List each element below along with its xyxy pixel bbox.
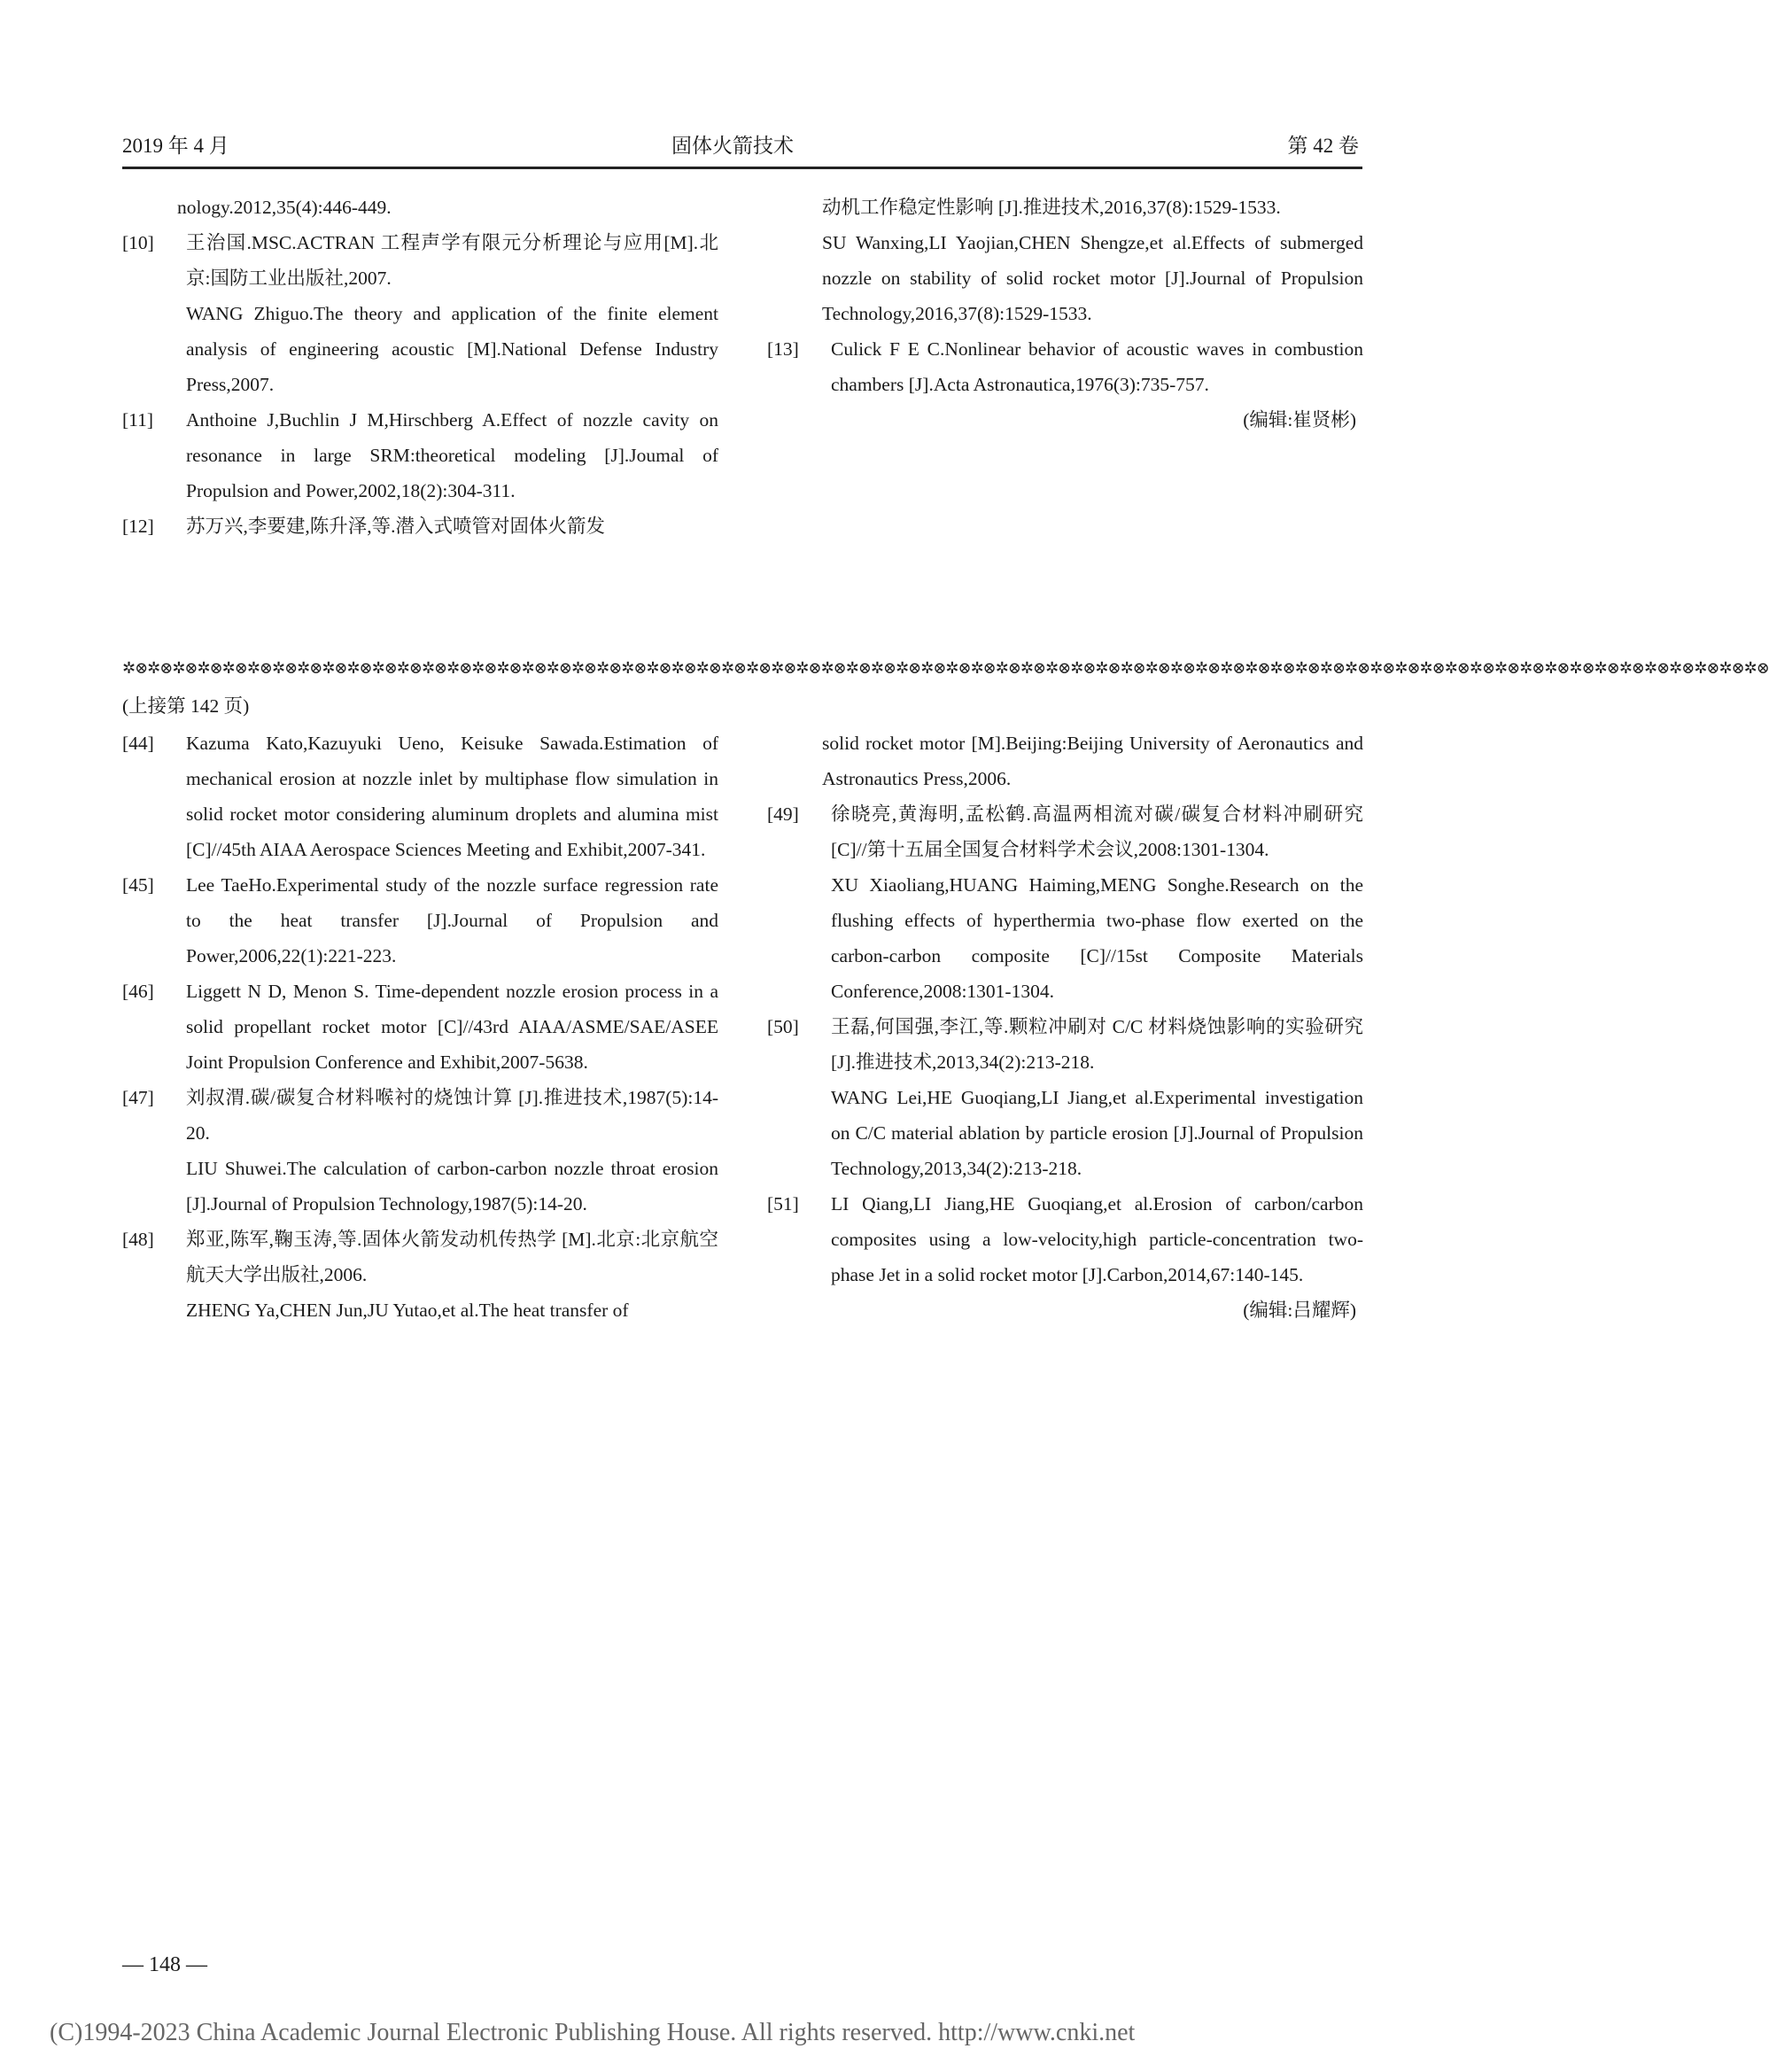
reference-number: [49] <box>767 803 799 825</box>
reference-number: [44] <box>122 733 154 754</box>
reference-text: Lee TaeHo.Experimental study of the nozzle surface regression rate to the heat transfer [J].Journal of Propulsion and Power,2006,22(1):221-223. <box>186 874 718 966</box>
reference-46 <box>122 974 718 1080</box>
reference-12 <box>122 508 718 544</box>
reference-text: Liggett N D, Menon S. Time-dependent nozzle erosion process in a solid propellant rocket motor [C]//43rd AIAA/ASME/SAE/ASEE Joint Propulsion Conference and Exhibit,2007-5638. <box>186 981 718 1073</box>
reference-45 <box>122 867 718 974</box>
reference-number: [50] <box>767 1016 799 1037</box>
reference-text: 王治国.MSC.ACTRAN 工程声学有限元分析理论与应用[M].北京:国防工业出版社,2007. <box>186 232 718 289</box>
reference-number: [47] <box>122 1087 154 1108</box>
reference-number: [48] <box>122 1229 154 1250</box>
reference-english: WANG Zhiguo.The theory and application of the finite element analysis of engineering acoustic [M].National Defense Industry Press,2007. <box>186 303 718 395</box>
reference-48 <box>122 1222 718 1328</box>
reference-text: Culick F E C.Nonlinear behavior of acoustic waves in combustion chambers [J].Acta Astronautica,1976(3):735-757. <box>831 338 1363 395</box>
reference-13 <box>767 331 1363 402</box>
reference-text: Kazuma Kato,Kazuyuki Ueno, Keisuke Sawada.Estimation of mechanical erosion at nozzle inlet by multiphase flow simulation in solid rocket motor considering aluminum droplets and alumina mist [C]//45th AIAA Aerospace Sciences Meeting and Exhibit,2007-341. <box>186 733 718 860</box>
reference-text: 王磊,何国强,李江,等.颗粒冲刷对 C/C 材料烧蚀影响的实验研究 [J].推进技术,2013,34(2):213-218. <box>831 1016 1363 1073</box>
reference-text: LI Qiang,LI Jiang,HE Guoqiang,et al.Erosion of carbon/carbon composites using a low-velocity,high particle-concentration two-phase Jet in a solid rocket motor [J].Carbon,2014,67:140-145. <box>831 1193 1363 1285</box>
reference-number: [51] <box>767 1193 799 1214</box>
reference-10 <box>122 225 718 402</box>
reference-47 <box>122 1080 718 1222</box>
continuation-text: 动机工作稳定性影响 [J].推进技术,2016,37(8):1529-1533. <box>822 197 1281 218</box>
continuation-english: SU Wanxing,LI Yaojian,CHEN Shengze,et al.Effects of submerged nozzle on stability of solid rocket motor [J].Journal of Propulsion Technology,2016,37(8):1529-1533. <box>822 232 1363 324</box>
reference-english: ZHENG Ya,CHEN Jun,JU Yutao,et al.The heat transfer of <box>186 1300 629 1321</box>
header-date: 2019 年 4 月 <box>122 135 229 157</box>
editor-credit: (编辑:崔贤彬) <box>1243 409 1356 431</box>
continuation-text: nology.2012,35(4):446-449. <box>177 197 392 218</box>
reference-english: WANG Lei,HE Guoqiang,LI Jiang,et al.Experimental investigation on C/C material ablation by particle erosion [J].Journal of Propulsion Technology,2013,34(2):213-218. <box>831 1087 1363 1179</box>
reference-number: [13] <box>767 338 799 360</box>
reference-number: [46] <box>122 981 154 1002</box>
reference-44 <box>122 726 718 867</box>
bottom-right-column <box>767 726 1363 1328</box>
reference-text: Anthoine J,Buchlin J M,Hirschberg A.Effect of nozzle cavity on resonance in large SRM:theoretical modeling [J].Joumal of Propulsion and Power,2002,18(2):304-311. <box>186 409 718 501</box>
reference-text: 郑亚,陈军,鞠玉涛,等.固体火箭发动机传热学 [M].北京:北京航空航天大学出版社,2006. <box>186 1229 718 1285</box>
reference-51 <box>767 1186 1363 1292</box>
reference-50 <box>767 1009 1363 1186</box>
reference-number: [45] <box>122 874 154 896</box>
header-volume: 第 42 卷 <box>1287 135 1359 157</box>
reference-english: XU Xiaoliang,HUANG Haiming,MENG Songhe.Research on the flushing effects of hyperthermia two-phase flow exerted on the carbon-carbon composite [C]//15st Composite Materials Conference,2008:1301-1304. <box>831 874 1363 1002</box>
reference-number: [11] <box>122 409 154 431</box>
header-rule <box>122 167 1362 169</box>
reference-text: 苏万兴,李要建,陈升泽,等.潜入式喷管对固体火箭发 <box>186 516 606 537</box>
page-number: — 148 — <box>122 1953 207 1976</box>
reference-text: 徐晓亮,黄海明,孟松鹤.高温两相流对碳/碳复合材料冲刷研究 [C]//第十五届全国复合材料学术会议,2008:1301-1304. <box>831 803 1363 860</box>
copyright-notice: (C)1994-2023 China Academic Journal Electronic Publishing House. All rights reserved. http://www.cnki.net <box>50 2019 1136 2046</box>
reference-text: 刘叔渭.碳/碳复合材料喉衬的烧蚀计算 [J].推进技术,1987(5):14-20. <box>186 1087 718 1144</box>
reference-49 <box>767 796 1363 1009</box>
bottom-left-column <box>122 726 718 1328</box>
continued-from-note: (上接第 142 页) <box>122 695 250 717</box>
editor-credit: (编辑:吕耀辉) <box>1243 1300 1356 1321</box>
reference-11 <box>122 402 718 508</box>
top-left-column <box>122 190 718 544</box>
journal-title: 固体火箭技术 <box>671 135 794 157</box>
reference-number: [10] <box>122 232 154 253</box>
continuation-text: solid rocket motor [M].Beijing:Beijing University of Aeronautics and Astronautics Press,2006. <box>822 733 1363 789</box>
reference-english: LIU Shuwei.The calculation of carbon-carbon nozzle throat erosion [J].Journal of Propulsion Technology,1987(5):14-20. <box>186 1158 718 1214</box>
top-right-column <box>767 190 1363 438</box>
decorative-separator: ✲⊗✲⊗✲⊗✲⊗✲⊗✲⊗✲⊗✲⊗✲⊗✲⊗✲⊗✲⊗✲⊗✲⊗✲⊗✲⊗✲⊗✲⊗✲⊗✲⊗✲⊗✲⊗✲⊗✲⊗✲⊗✲⊗✲⊗✲⊗✲⊗✲⊗✲⊗✲⊗✲⊗✲⊗✲⊗✲⊗✲⊗✲⊗✲⊗✲⊗✲⊗✲⊗✲⊗✲⊗✲⊗✲⊗✲⊗✲⊗✲⊗✲⊗✲⊗✲⊗✲⊗✲⊗✲⊗✲⊗✲⊗✲⊗✲⊗✲⊗✲⊗✲⊗✲⊗✲⊗✲⊗✲⊗ <box>122 659 1769 677</box>
reference-number: [12] <box>122 516 154 537</box>
